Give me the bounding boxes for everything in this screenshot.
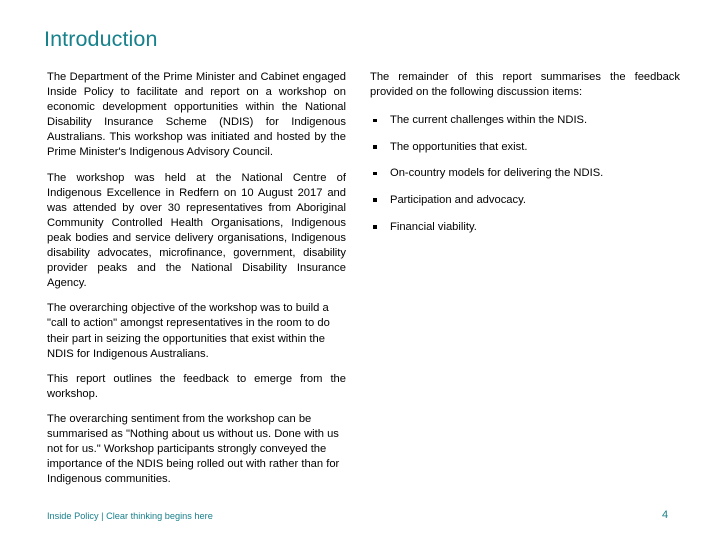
paragraph: The workshop was held at the National Centre of Indigenous Excellence in Redfern on 10 August 2017 and was attended by over 30 representatives from Aboriginal Community Controlled Health Organisations, Indigenous peak bodies and service delivery organisations, Indigenous disability advocates, microfinance, government, disability provider peaks and the National Disability Insurance Agency. bbox=[47, 171, 346, 290]
list-item bbox=[370, 140, 680, 155]
page-number: 4 bbox=[662, 509, 669, 521]
list-item bbox=[370, 220, 680, 235]
paragraph: This report outlines the feedback to emerge from the workshop. bbox=[47, 372, 346, 400]
discussion-items-list bbox=[370, 113, 680, 234]
footer-brand: Inside Policy | Clear thinking begins here bbox=[47, 511, 213, 521]
left-text-column bbox=[47, 70, 346, 487]
discussion-items-intro: The remainder of this report summarises the feedback provided on the following discussion items: bbox=[370, 71, 680, 99]
right-text-column bbox=[370, 70, 680, 235]
square-bullet-icon bbox=[373, 198, 377, 202]
square-bullet-icon bbox=[373, 172, 377, 176]
paragraph: The overarching sentiment from the workshop can be summarised as "Nothing about us without us. Done with us not for us." Workshop participants strongly conveyed the importance of the NDIS being rolled out with rather than for Indigenous communities. bbox=[47, 412, 340, 486]
list-item-label: Financial viability. bbox=[390, 220, 477, 233]
list-item-label: Participation and advocacy. bbox=[390, 193, 526, 206]
list-item bbox=[370, 193, 680, 208]
paragraph: The overarching objective of the workshop was to build a "call to action" amongst representatives in the room to do their part in seizing the opportunities that exist within the NDIS for Indigenous Australians. bbox=[47, 302, 330, 360]
paragraph: The Department of the Prime Minister and Cabinet engaged Inside Policy to facilitate and report on a workshop on economic development opportunities within the National Disability Insurance Scheme (NDIS) for Indigenous Australians. This workshop was initiated and hosted by the Prime Minister's Indigenous Advisory Council. bbox=[47, 71, 346, 159]
list-item-label: On-country models for delivering the NDIS. bbox=[390, 167, 604, 180]
square-bullet-icon bbox=[373, 119, 377, 123]
list-item-label: The current challenges within the NDIS. bbox=[390, 114, 588, 127]
square-bullet-icon bbox=[373, 145, 377, 149]
square-bullet-icon bbox=[373, 225, 377, 229]
list-item-label: The opportunities that exist. bbox=[390, 140, 528, 153]
list-item bbox=[370, 166, 680, 181]
list-item bbox=[370, 113, 680, 128]
page-title: Introduction bbox=[44, 27, 158, 51]
